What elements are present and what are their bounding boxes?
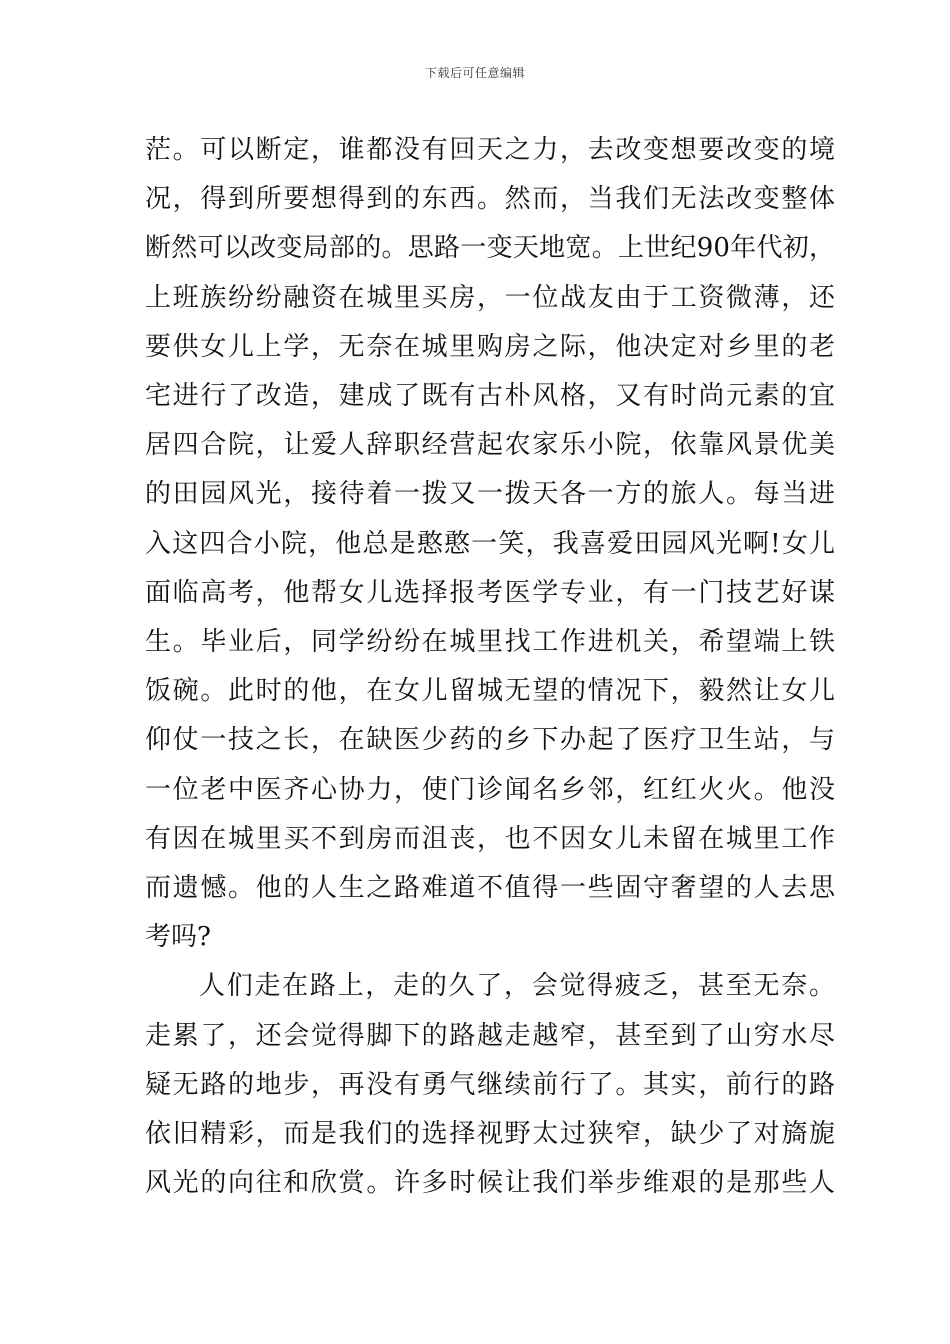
text-line: 人们走在路上，走的久了，会觉得疲乏，甚至无奈。: [199, 971, 835, 1002]
text-line: 茫。可以断定，谁都没有回天之力，去改变想要改变的境: [145, 135, 835, 165]
body-text: [145, 126, 835, 1208]
text-line: 风光的向往和欣赏。许多时候让我们举步维艰的是那些人: [145, 1168, 835, 1199]
text-line: 面临高考，他帮女儿选择报考医学专业，有一门技艺好谋: [145, 577, 835, 608]
text-line: 要供女儿上学，无奈在城里购房之际，他决定对乡里的老: [145, 331, 835, 362]
text-line: 生。毕业后，同学纷纷在城里找工作进机关，希望端上铁: [145, 627, 835, 658]
text-line: 而遗憾。他的人生之路难道不值得一些固守奢望的人去思: [145, 873, 835, 904]
text-line: 仰仗一技之长，在缺医少药的乡下办起了医疗卫生站，与: [145, 725, 835, 756]
text-line: 上班族纷纷融资在城里买房，一位战友由于工资微薄，还: [145, 282, 835, 313]
page-header: 下载后可任意编辑: [424, 66, 525, 80]
text-line: 宅进行了改造，建成了既有古朴风格，又有时尚元素的宜: [145, 381, 835, 412]
text-line: 入这四合小院，他总是憨憨一笑，我喜爱田园风光啊!女儿: [145, 528, 835, 559]
text-line: 况，得到所要想得到的东西。然而，当我们无法改变整体: [145, 184, 835, 215]
paragraph-2: [145, 962, 835, 1208]
text-line: 一位老中医齐心协力，使门诊闻名乡邻，红红火火。他没: [145, 774, 835, 805]
text-line: 考吗?: [145, 922, 211, 953]
text-line: 断然可以改变局部的。思路一变天地宽。上世纪90年代初，: [145, 233, 835, 264]
text-line: 疑无路的地步，再没有勇气继续前行了。其实，前行的路: [145, 1069, 835, 1100]
paragraph-1: [145, 126, 835, 962]
text-line: 的田园风光，接待着一拨又一拨天各一方的旅人。每当进: [145, 479, 835, 510]
text-line: 有因在城里买不到房而沮丧，也不因女儿未留在城里工作: [145, 823, 835, 854]
text-line: 走累了，还会觉得脚下的路越走越窄，甚至到了山穷水尽: [145, 1020, 835, 1051]
text-line: 居四合院，让爱人辞职经营起农家乐小院，依靠风景优美: [145, 430, 835, 461]
text-line: 饭碗。此时的他，在女儿留城无望的情况下，毅然让女儿: [145, 676, 835, 707]
text-line: 依旧精彩，而是我们的选择视野太过狭窄，缺少了对旖旎: [145, 1119, 835, 1150]
